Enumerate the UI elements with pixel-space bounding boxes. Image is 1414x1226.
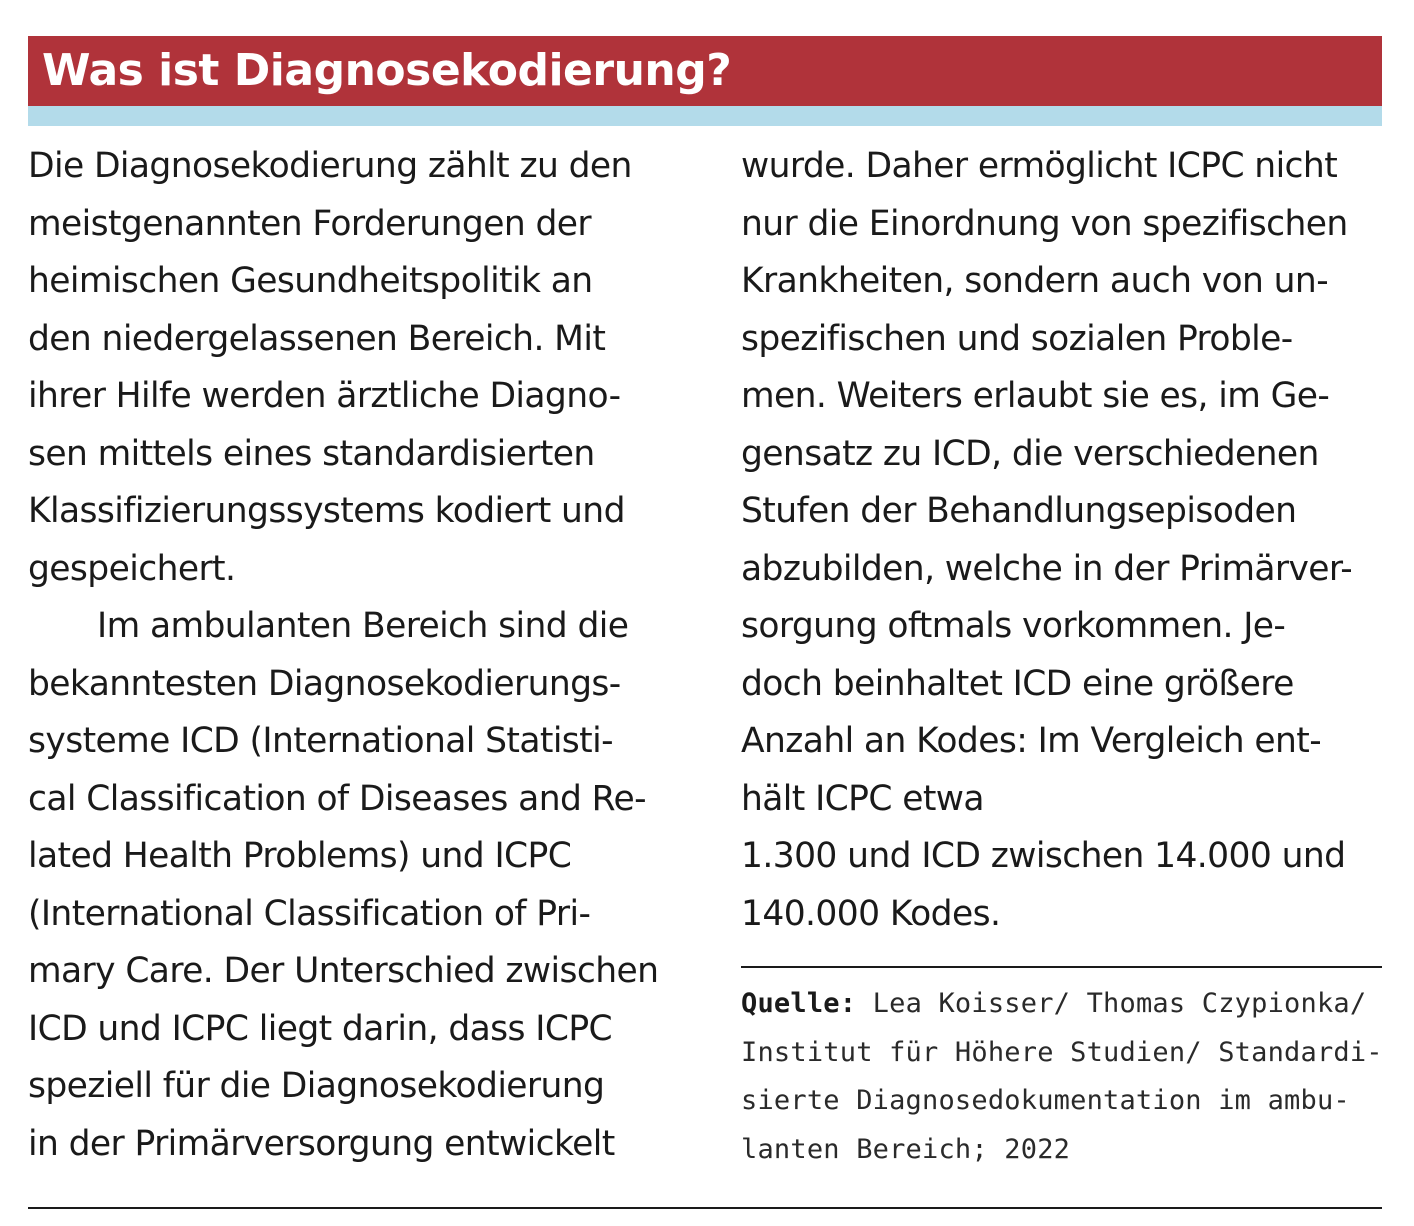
text-line: meistgenannten Forderungen der [28,203,591,244]
text-line: (International Classification of Pri- [28,893,591,934]
text-line: sorgung oftmals vorkommen. Je- [741,606,1286,646]
text-line: speziell für die Diagnosekodierung [28,1066,605,1106]
text-line: Anzahl an Kodes: Im Vergleich ent- [741,721,1322,761]
text-line: spezifischen und sozialen Proble- [741,318,1293,359]
source-citation [741,980,1401,1174]
text-line: Die Diagnosekodierung zählt zu den [28,146,632,186]
text-line: mary Care. Der Unterschied zwischen [28,951,659,991]
source-line: sierte Diagnosedokumentation im ambu- [741,1085,1350,1116]
article-column-right [741,138,1401,943]
text-line: ICD und ICPC liegt darin, dass ICPC [28,1008,613,1049]
text-line: gensatz zu ICD, die verschiedenen [741,433,1319,474]
page-title: Was ist Diagnosekodierung? [42,45,732,96]
text-line: cal Classification of Diseases and Re- [28,778,646,819]
text-line: in der Primärversorgung entwickelt [28,1123,615,1164]
text-line: men. Weiters erlaubt sie es, im Ge- [741,376,1330,416]
text-line: nur die Einordnung von spezifischen [741,203,1348,244]
text-line: bekanntesten Diagnosekodierungs- [28,663,621,704]
text-line: Stufen der Behandlungsepisoden [741,491,1297,531]
text-line: 140.000 Kodes. [741,893,1001,934]
header-bar [28,36,1382,106]
text-line: heimischen Gesundheitspolitik an [28,261,593,301]
header-accent-stripe [28,106,1382,126]
text-line: gespeichert. [28,548,236,589]
source-line [741,980,1401,1029]
text-line: doch beinhaltet ICD eine größere [741,663,1294,704]
text-line: systeme ICD (International Statisti- [28,721,613,761]
bottom-divider [28,1207,1382,1209]
source-line: Institut für Höhere Studien/ Standardi- [741,1036,1383,1068]
source-text: Lea Koisser/ Thomas Czypionka/ [856,988,1367,1019]
source-label: Quelle: [741,988,857,1019]
source-line: lanten Bereich; 2022 [741,1133,1071,1165]
text-line: wurde. Daher ermöglicht ICPC nicht [741,146,1338,186]
article-column-left [28,138,688,1173]
text-line: Krankheiten, sondern auch von un- [741,261,1329,301]
source-divider [741,966,1382,968]
text-line: abzubilden, welche in der Primärver- [741,548,1353,589]
text-line: 1.300 und ICD zwischen 14.000 und [741,836,1346,876]
text-line: den niedergelassenen Bereich. Mit [28,318,606,359]
text-line: ihrer Hilfe werden ärztliche Diagno- [28,376,621,416]
text-line: hält ICPC etwa [741,778,984,819]
text-line-indented: Im ambulanten Bereich sind die [97,606,629,646]
text-line: Klassifizierungssystems kodiert und [28,491,625,531]
text-line: sen mittels eines standardisierten [28,433,595,474]
text-line: lated Health Problems) und ICPC [28,836,572,876]
